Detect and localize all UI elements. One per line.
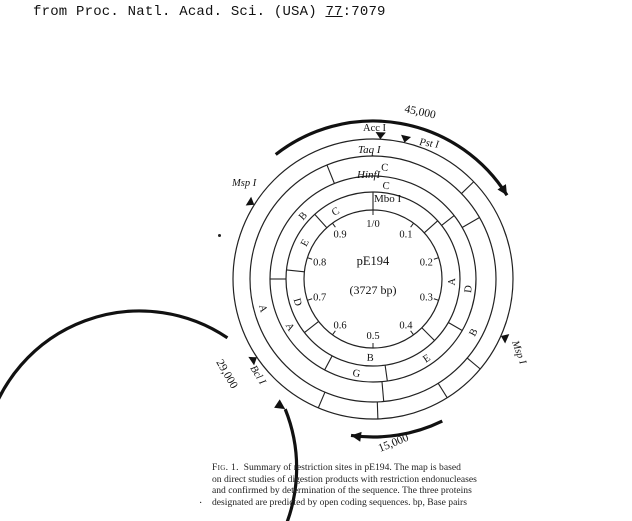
msp-right-site-label: Msp I — [509, 339, 528, 366]
citation-volume: 77 — [325, 4, 343, 20]
scale-label: 0.4 — [399, 320, 413, 332]
fragment-label: C — [330, 205, 342, 219]
scale-label: 0.7 — [313, 292, 327, 304]
protein-15000-label: 15,000 — [376, 431, 411, 455]
boundary-tick — [422, 328, 435, 341]
citation-page: :7079 — [342, 4, 386, 20]
scale-tick — [434, 258, 439, 260]
map-scale-labels — [313, 219, 433, 342]
hinf-enzyme-label: HinfI — [357, 169, 381, 181]
fragment-label: A — [256, 303, 269, 314]
caption-figure-label: Fig. 1. — [212, 462, 239, 473]
msp-left-site-label: Msp I — [232, 178, 257, 189]
boundary-tick — [325, 356, 333, 370]
scale-label: 0.1 — [399, 229, 413, 241]
scale-tick — [434, 299, 439, 301]
fragment-label: C — [380, 162, 389, 174]
boundary-tick — [467, 358, 480, 369]
scale-label: 0.8 — [313, 257, 327, 269]
boundary-tick — [377, 402, 378, 419]
boundary-tick — [327, 165, 334, 184]
caption-line-3: and confirmed by determination of the sequence. The three proteins — [212, 485, 472, 497]
pst-site-label: Pst I — [418, 137, 440, 151]
boundary-tick — [304, 321, 318, 332]
stray-mark — [218, 234, 221, 237]
scale-tick — [307, 299, 312, 301]
scale-label: 0.6 — [333, 320, 347, 332]
bcl-site-label: Bcl I — [247, 363, 268, 387]
fragment-label: A — [446, 277, 459, 286]
boundary-tick — [442, 216, 455, 226]
caption-line-1: Fig. 1. Summary of restriction sites in pE194. The map is based — [212, 462, 461, 473]
scale-label: 1/0 — [366, 219, 380, 230]
fragment-label: G — [351, 367, 361, 381]
boundary-tick — [286, 270, 304, 272]
pst-site-marker — [401, 135, 411, 143]
fragment-label: E — [299, 237, 312, 249]
fragment-label: B — [366, 352, 374, 365]
scale-label: 0.9 — [333, 229, 347, 241]
caption-bullet: · — [199, 498, 203, 509]
boundary-tick — [461, 182, 473, 194]
protein-arrow-29000-head — [274, 399, 285, 409]
scale-label: 0.5 — [366, 331, 380, 342]
fragment-label: E — [421, 352, 433, 366]
boundary-tick — [424, 221, 437, 233]
msp-right-site-marker — [501, 334, 509, 343]
scale-tick — [332, 223, 335, 227]
figure-caption — [212, 462, 542, 508]
caption-line-4: designated are predicted by open coding sequences. bp, Base pairs — [212, 496, 467, 508]
taq-enzyme-label: Taq I — [358, 144, 381, 156]
protein-29000-label: 29,000 — [213, 357, 240, 391]
boundary-tick — [448, 323, 462, 331]
protein-45000-label: 45,000 — [403, 103, 437, 122]
boundary-tick — [382, 382, 384, 402]
boundary-tick — [385, 365, 387, 381]
msp-left-site-marker — [246, 197, 255, 206]
inner-circle — [304, 210, 442, 348]
citation-prefix: from Proc. Natl. Acad. Sci. (USA) — [33, 4, 326, 20]
scale-tick — [307, 258, 312, 260]
boundary-tick — [462, 218, 479, 228]
scale-tick — [411, 223, 414, 227]
protein-arrow-45000 — [276, 121, 507, 195]
scale-tick — [332, 331, 335, 335]
scale-label: 0.3 — [419, 292, 433, 304]
acc-site-label: Acc I — [363, 123, 387, 134]
fragment-label: B — [297, 210, 310, 223]
boundary-tick — [315, 214, 327, 227]
fragment-label: C — [381, 180, 391, 193]
fragment-label: A — [282, 321, 297, 334]
fragment-label: D — [463, 284, 475, 294]
caption-line-2: on direct studies of digestion products with restriction endonucleases — [212, 473, 477, 485]
mbo-enzyme-label: Mbo I — [374, 193, 402, 205]
scale-label: 0.2 — [419, 257, 433, 269]
plasmid-size: (3727 bp) — [349, 283, 397, 297]
plasmid-name: pE194 — [356, 254, 390, 268]
scale-tick — [411, 331, 414, 335]
fragment-label: D — [290, 297, 304, 308]
boundary-tick — [318, 392, 325, 408]
boundary-tick — [438, 383, 447, 397]
fragment-label: B — [467, 327, 481, 339]
